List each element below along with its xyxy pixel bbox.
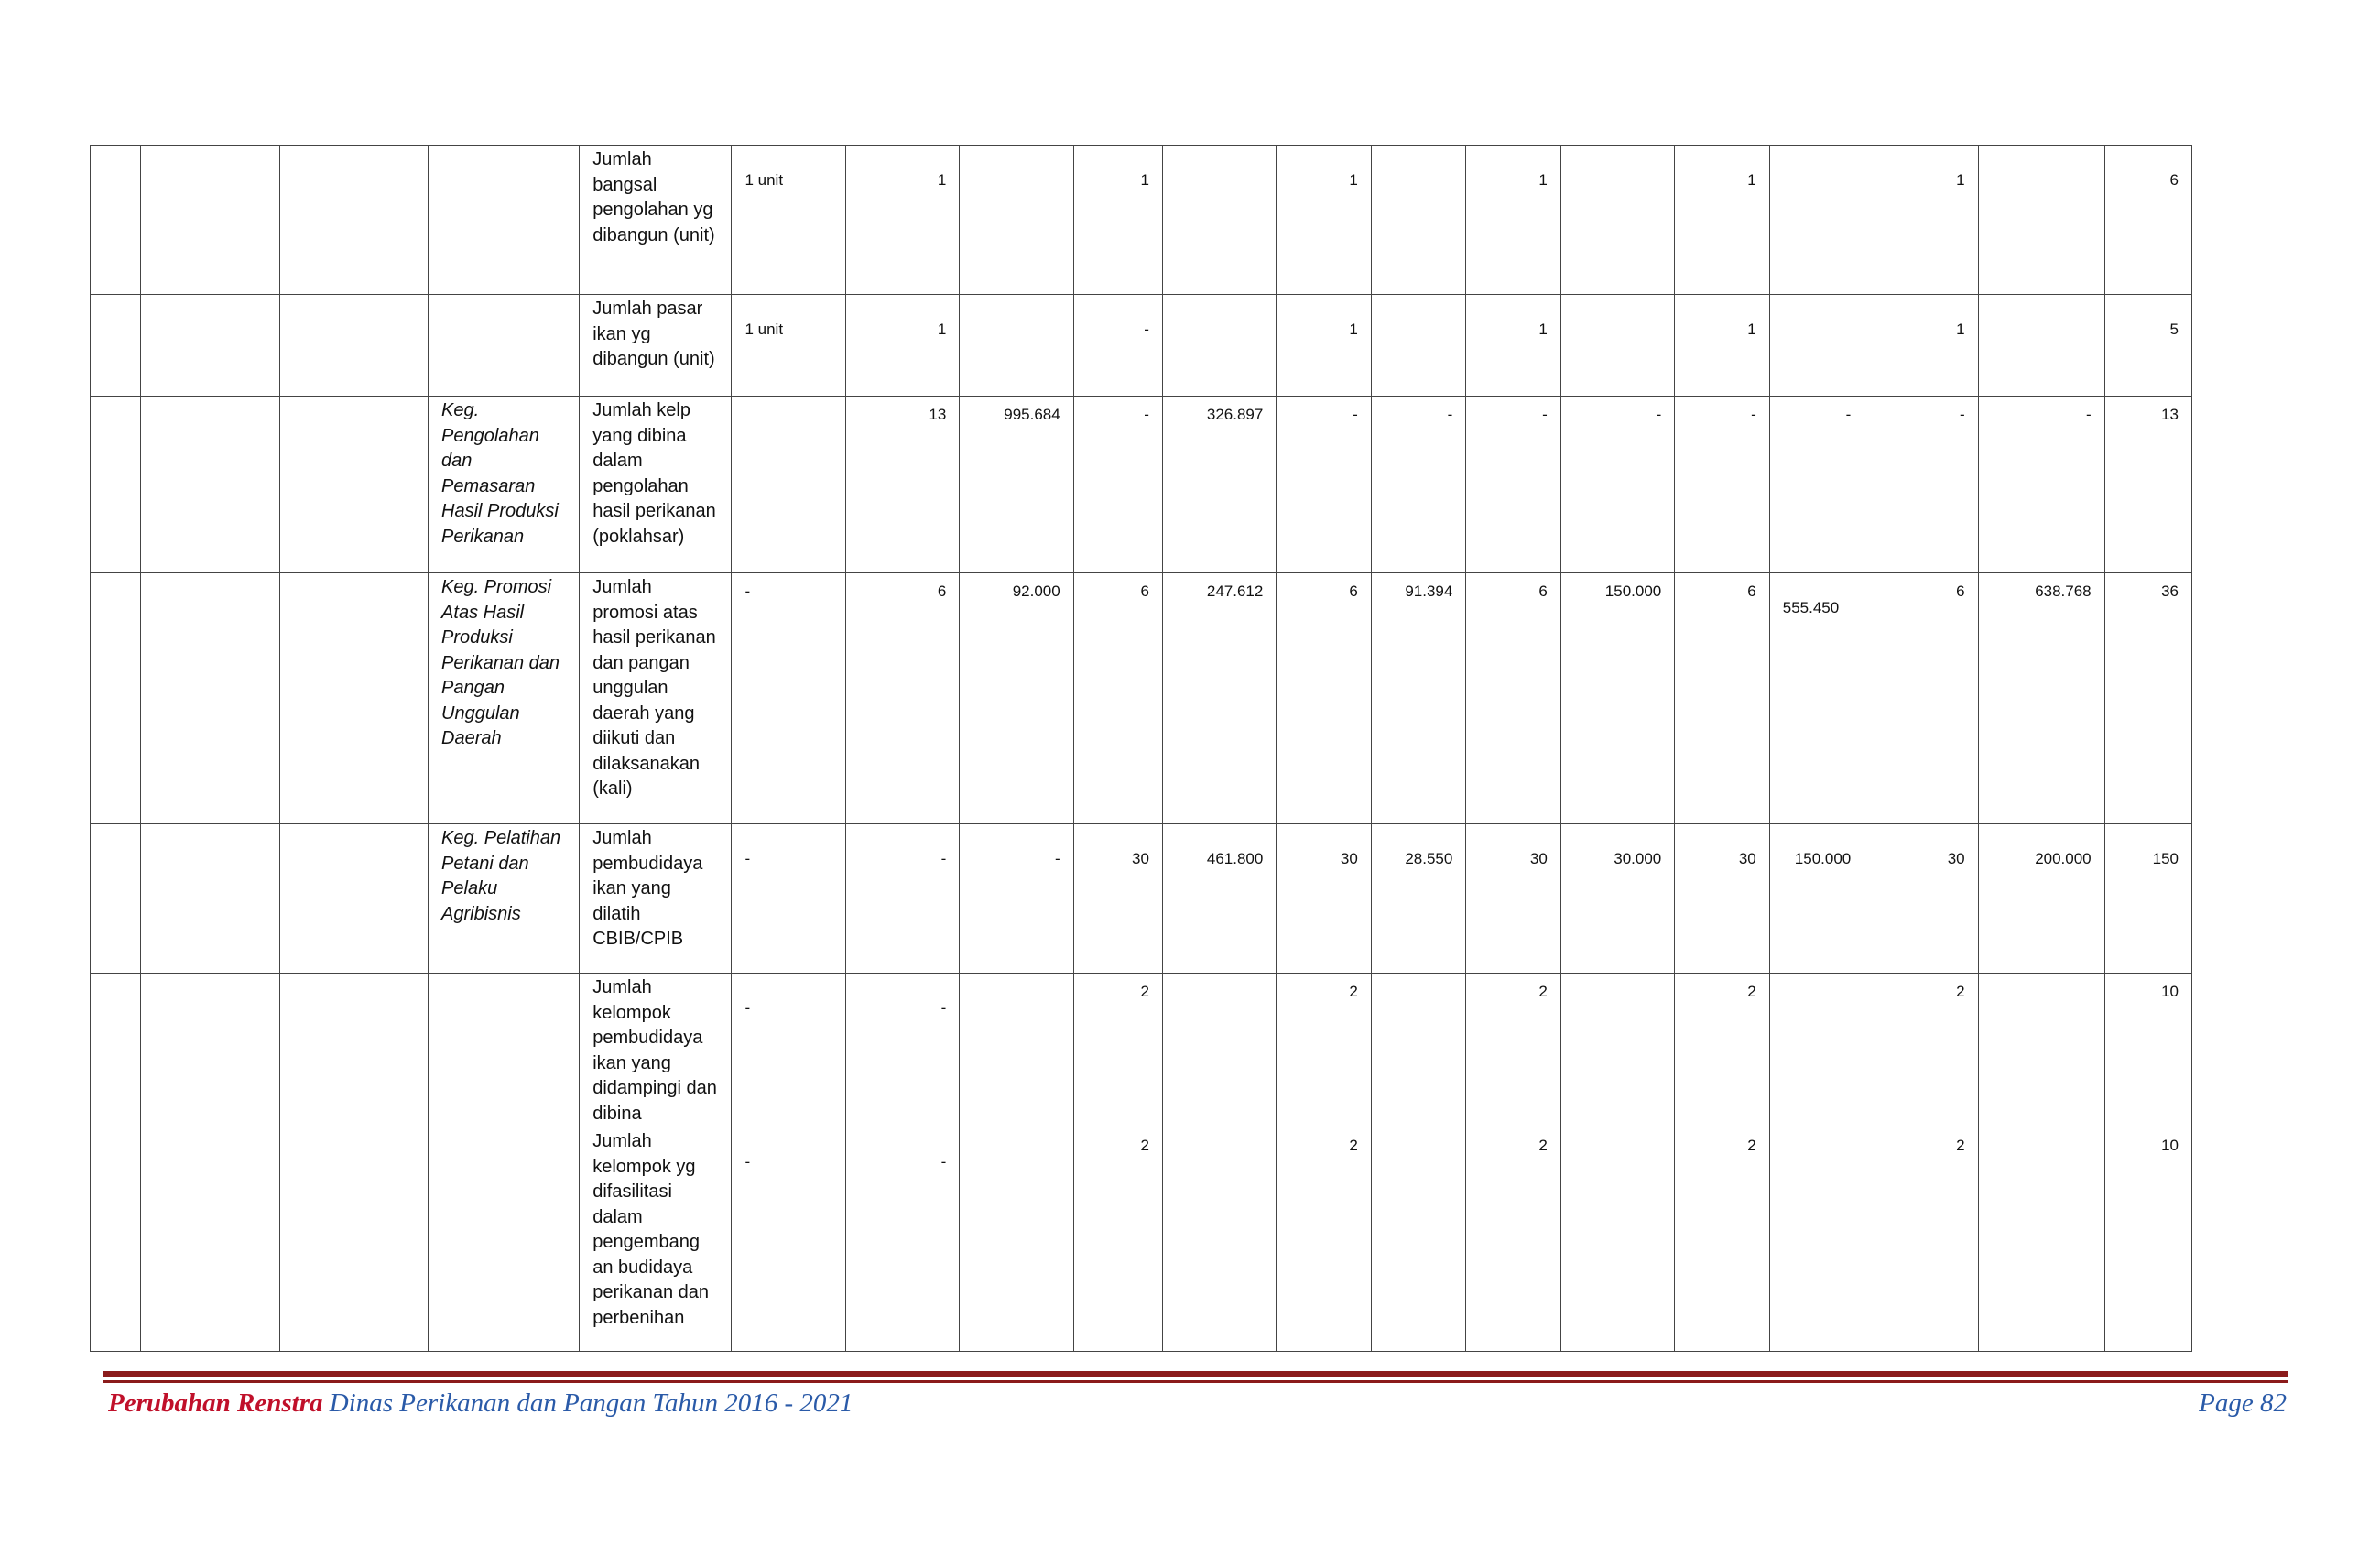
- budget-2021-cell: [1978, 974, 2104, 1127]
- budget-2018-cell: [1371, 146, 1466, 295]
- target-2016-cell: 1: [845, 295, 959, 397]
- budget-2019-cell: [1560, 146, 1674, 295]
- target-2021-cell: -: [1864, 397, 1978, 573]
- budget-2021-cell: 638.768: [1978, 573, 2104, 824]
- table-row: [91, 1127, 2192, 1352]
- kegiatan-cell: [429, 974, 580, 1127]
- budget-2016-cell: [960, 974, 1073, 1127]
- budget-2016-cell: [960, 295, 1073, 397]
- cell-sasaran: [280, 1127, 429, 1352]
- target-total-cell: 5: [2104, 295, 2191, 397]
- target-2017-cell: -: [1073, 397, 1162, 573]
- budget-2019-cell: [1560, 974, 1674, 1127]
- kegiatan-cell: [429, 295, 580, 397]
- indikator-cell: Jumlah promosi atas hasil perikanan dan pangan unggulan daerah yang diikuti dan dilaksanakan (kali): [580, 573, 732, 824]
- cell-program: [141, 1127, 280, 1352]
- target-2017-cell: 2: [1073, 1127, 1162, 1352]
- target-2016-cell: -: [845, 1127, 959, 1352]
- cell-sasaran: [280, 573, 429, 824]
- table-row: [91, 146, 2192, 295]
- footer-doc-title: Perubahan Renstra: [108, 1388, 323, 1418]
- target-2021-cell: 6: [1864, 573, 1978, 824]
- kegiatan-cell: Keg. Pengolahan dan Pemasaran Hasil Produksi Perikanan: [429, 397, 580, 573]
- target-2016-cell: -: [845, 974, 959, 1127]
- target-2019-cell: 1: [1466, 146, 1561, 295]
- target-2020-cell: 1: [1675, 146, 1770, 295]
- budget-2018-cell: [1371, 1127, 1466, 1352]
- cell-no: [91, 824, 141, 974]
- budget-2017-cell: 247.612: [1162, 573, 1276, 824]
- target-2019-cell: 1: [1466, 295, 1561, 397]
- cell-no: [91, 146, 141, 295]
- table-row: [91, 824, 2192, 974]
- table-row: [91, 295, 2192, 397]
- budget-2016-cell: -: [960, 824, 1073, 974]
- table-row: [91, 974, 2192, 1127]
- budget-2017-cell: [1162, 295, 1276, 397]
- target-2017-cell: 6: [1073, 573, 1162, 824]
- cell-sasaran: [280, 824, 429, 974]
- footer-doc-subtitle: Dinas Perikanan dan Pangan Tahun 2016 - 2021: [329, 1388, 853, 1418]
- baseline-cell: -: [732, 824, 845, 974]
- indikator-cell: Jumlah pasar ikan yg dibangun (unit): [580, 295, 732, 397]
- baseline-cell: 1 unit: [732, 146, 845, 295]
- budget-2019-cell: 30.000: [1560, 824, 1674, 974]
- cell-program: [141, 146, 280, 295]
- indikator-cell: Jumlah bangsal pengolahan yg dibangun (unit): [580, 146, 732, 295]
- budget-2021-cell: [1978, 295, 2104, 397]
- target-total-cell: 36: [2104, 573, 2191, 824]
- footer-title: [108, 1388, 853, 1419]
- budget-2016-cell: [960, 1127, 1073, 1352]
- indikator-cell: Jumlah kelompok yg difasilitasi dalam pengembang an budidaya perikanan dan perbenihan: [580, 1127, 732, 1352]
- budget-2019-cell: -: [1560, 397, 1674, 573]
- budget-2020-cell: -: [1769, 397, 1864, 573]
- baseline-cell: -: [732, 573, 845, 824]
- budget-2018-cell: [1371, 295, 1466, 397]
- budget-2017-cell: 461.800: [1162, 824, 1276, 974]
- kegiatan-cell: [429, 146, 580, 295]
- target-2020-cell: 2: [1675, 1127, 1770, 1352]
- target-2016-cell: 13: [845, 397, 959, 573]
- budget-2017-cell: 326.897: [1162, 397, 1276, 573]
- cell-program: [141, 397, 280, 573]
- target-2016-cell: 1: [845, 146, 959, 295]
- target-total-cell: 10: [2104, 1127, 2191, 1352]
- target-total-cell: 13: [2104, 397, 2191, 573]
- budget-2019-cell: 150.000: [1560, 573, 1674, 824]
- target-2017-cell: 1: [1073, 146, 1162, 295]
- page-number: Page 82: [2199, 1388, 2287, 1418]
- target-2018-cell: -: [1277, 397, 1372, 573]
- target-2016-cell: -: [845, 824, 959, 974]
- budget-2021-cell: 200.000: [1978, 824, 2104, 974]
- cell-sasaran: [280, 397, 429, 573]
- target-2018-cell: 1: [1277, 146, 1372, 295]
- budget-2020-cell: [1769, 295, 1864, 397]
- target-2018-cell: 2: [1277, 1127, 1372, 1352]
- footer-rule-thin: [103, 1380, 2288, 1383]
- table-row: [91, 573, 2192, 824]
- target-2021-cell: 1: [1864, 146, 1978, 295]
- target-total-cell: 10: [2104, 974, 2191, 1127]
- target-2017-cell: 2: [1073, 974, 1162, 1127]
- budget-2020-cell: 150.000: [1769, 824, 1864, 974]
- target-2020-cell: 1: [1675, 295, 1770, 397]
- budget-2020-cell: [1769, 146, 1864, 295]
- budget-2021-cell: [1978, 146, 2104, 295]
- footer-rule: [103, 1371, 2288, 1377]
- kegiatan-cell: Keg. Promosi Atas Hasil Produksi Perikanan dan Pangan Unggulan Daerah: [429, 573, 580, 824]
- target-2019-cell: 30: [1466, 824, 1561, 974]
- budget-2020-value: 555.450: [1782, 599, 1840, 616]
- cell-sasaran: [280, 146, 429, 295]
- budget-2017-cell: [1162, 974, 1276, 1127]
- budget-2018-cell: 28.550: [1371, 824, 1466, 974]
- target-2020-cell: 2: [1675, 974, 1770, 1127]
- budget-2018-cell: [1371, 974, 1466, 1127]
- baseline-cell: [732, 397, 845, 573]
- target-2020-cell: 6: [1675, 573, 1770, 824]
- budget-2016-cell: [960, 146, 1073, 295]
- baseline-cell: -: [732, 1127, 845, 1352]
- target-2019-cell: 6: [1466, 573, 1561, 824]
- budget-2020-cell: [1769, 1127, 1864, 1352]
- budget-2016-cell: 995.684: [960, 397, 1073, 573]
- target-2019-cell: 2: [1466, 1127, 1561, 1352]
- target-2017-cell: 30: [1073, 824, 1162, 974]
- indikator-cell: Jumlah kelompok pembudidaya ikan yang didampingi dan dibina: [580, 974, 732, 1127]
- indikator-cell: Jumlah kelp yang dibina dalam pengolahan hasil perikanan (poklahsar): [580, 397, 732, 573]
- budget-2017-cell: [1162, 146, 1276, 295]
- cell-program: [141, 295, 280, 397]
- kegiatan-cell: Keg. Pelatihan Petani dan Pelaku Agribisnis: [429, 824, 580, 974]
- budget-2020-cell: [1769, 974, 1864, 1127]
- budget-2019-cell: [1560, 295, 1674, 397]
- kegiatan-cell: [429, 1127, 580, 1352]
- target-2020-cell: 30: [1675, 824, 1770, 974]
- target-2021-cell: 30: [1864, 824, 1978, 974]
- indikator-cell: Jumlah pembudidaya ikan yang dilatih CBIB/CPIB: [580, 824, 732, 974]
- cell-no: [91, 1127, 141, 1352]
- target-2018-cell: 1: [1277, 295, 1372, 397]
- baseline-cell: 1 unit: [732, 295, 845, 397]
- target-total-cell: 6: [2104, 146, 2191, 295]
- target-2018-cell: 2: [1277, 974, 1372, 1127]
- target-2021-cell: 2: [1864, 974, 1978, 1127]
- budget-2018-cell: 91.394: [1371, 573, 1466, 824]
- budget-2018-cell: -: [1371, 397, 1466, 573]
- target-2018-cell: 30: [1277, 824, 1372, 974]
- cell-program: [141, 974, 280, 1127]
- target-2020-cell: -: [1675, 397, 1770, 573]
- cell-sasaran: [280, 295, 429, 397]
- target-2017-cell: -: [1073, 295, 1162, 397]
- cell-program: [141, 573, 280, 824]
- cell-program: [141, 824, 280, 974]
- cell-no: [91, 974, 141, 1127]
- budget-2021-cell: [1978, 1127, 2104, 1352]
- target-2018-cell: 6: [1277, 573, 1372, 824]
- target-total-cell: 150: [2104, 824, 2191, 974]
- cell-no: [91, 295, 141, 397]
- budget-2019-cell: [1560, 1127, 1674, 1352]
- baseline-cell: -: [732, 974, 845, 1127]
- budget-2021-cell: -: [1978, 397, 2104, 573]
- target-2021-cell: 1: [1864, 295, 1978, 397]
- target-2016-cell: 6: [845, 573, 959, 824]
- target-2021-cell: 2: [1864, 1127, 1978, 1352]
- target-2019-cell: 2: [1466, 974, 1561, 1127]
- cell-no: [91, 397, 141, 573]
- target-2019-cell: -: [1466, 397, 1561, 573]
- cell-no: [91, 573, 141, 824]
- budget-2016-cell: 92.000: [960, 573, 1073, 824]
- budget-2017-cell: [1162, 1127, 1276, 1352]
- table-row: [91, 397, 2192, 573]
- cell-sasaran: [280, 974, 429, 1127]
- budget-2020-cell: [1769, 573, 1864, 824]
- renstra-table: [90, 145, 2192, 1352]
